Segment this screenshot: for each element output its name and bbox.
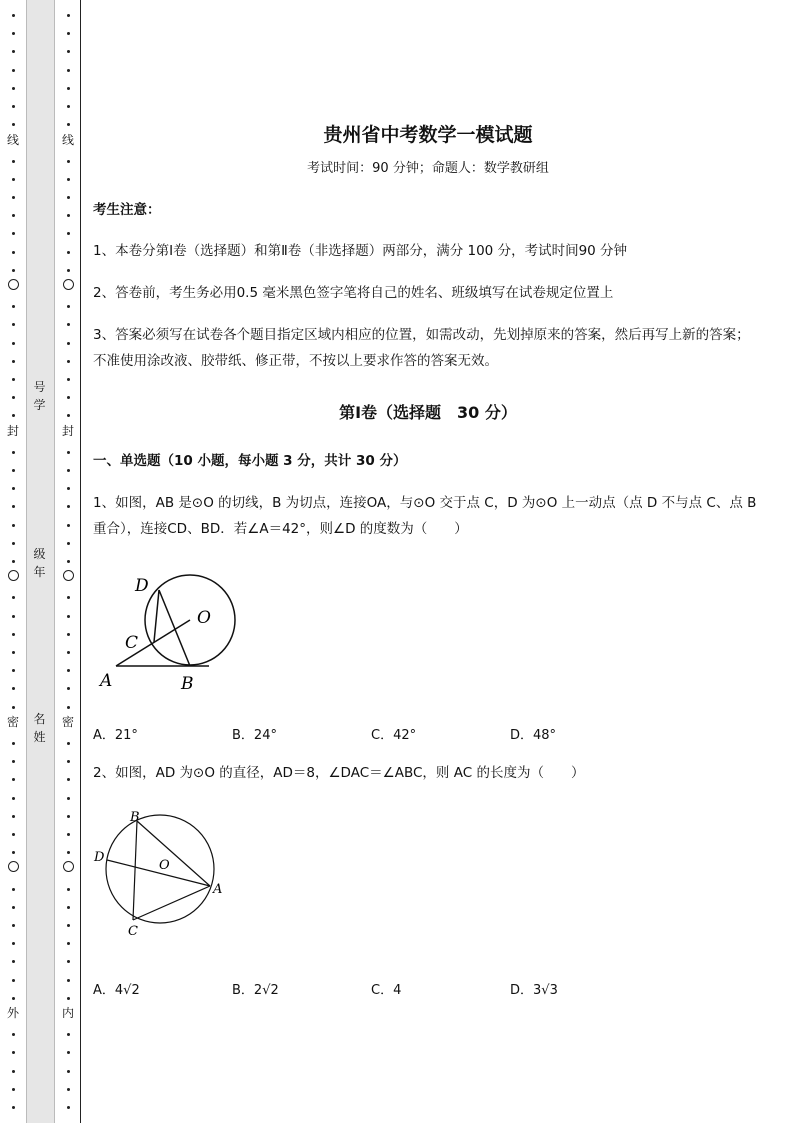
- binding-dot: [67, 706, 70, 709]
- binding-dot: [67, 960, 70, 963]
- binding-dot: [67, 105, 70, 108]
- binding-dot: [12, 815, 15, 818]
- binding-dot: [67, 269, 70, 272]
- question-1-text: 1、如图，AB 是⊙O 的切线，B 为切点，连接OA，与⊙O 交于点 C，D 为⊙O 上一动点（点 D 不与点 C、点 B 重合），连接CD、BD．若∠A＝42°，则∠D 的度数为（ ）: [93, 495, 757, 537]
- binding-rail-inner: [55, 0, 81, 1123]
- binding-dot: [12, 342, 15, 345]
- binding-dot: [67, 1051, 70, 1054]
- binding-dot: [12, 123, 15, 126]
- label-A: A: [213, 882, 223, 897]
- outer-marker-outside: 外: [3, 1006, 23, 1020]
- binding-dot: [12, 469, 15, 472]
- binding-dot: [67, 87, 70, 90]
- binding-dot: [67, 1088, 70, 1091]
- binding-dot: [12, 269, 15, 272]
- binding-dot: [12, 542, 15, 545]
- binding-dot: [67, 69, 70, 72]
- binding-dot: [12, 87, 15, 90]
- binding-dot: [67, 742, 70, 745]
- outer-marker-seal: 封: [3, 424, 23, 438]
- binding-dot: [67, 1070, 70, 1073]
- binding-dot: [67, 778, 70, 781]
- field-student-id-1: 号: [33, 380, 46, 394]
- binding-dot: [67, 123, 70, 126]
- binding-dot: [12, 997, 15, 1000]
- q1-option-b[interactable]: B．24°: [232, 728, 277, 743]
- binding-dot: [12, 160, 15, 163]
- notice-item-3: 3、答案必须写在试卷各个题目指定区域内相应的位置，如需改动，先划掉原来的答案，然后再写上新的答案；不准使用涂改液、胶带纸、修正带，不按以上要求作答的答案无效。: [93, 327, 750, 369]
- binding-dot: [12, 50, 15, 53]
- binding-dot: [12, 451, 15, 454]
- label-O: O: [197, 608, 211, 628]
- binding-dot: [12, 851, 15, 854]
- binding-dot: [12, 378, 15, 381]
- binding-dot: [67, 360, 70, 363]
- binding-dot: [67, 906, 70, 909]
- binding-dot: [67, 251, 70, 254]
- binding-dot: [12, 942, 15, 945]
- binding-dot: [67, 342, 70, 345]
- binding-dot: [67, 323, 70, 326]
- binding-dot: [67, 305, 70, 308]
- binding-dot: [67, 687, 70, 690]
- binding-dot: [67, 378, 70, 381]
- binding-dot: [67, 851, 70, 854]
- binding-dot: [67, 760, 70, 763]
- outer-hole-2: [8, 570, 19, 581]
- binding-dot: [12, 1051, 15, 1054]
- binding-dot: [67, 924, 70, 927]
- binding-dot: [67, 487, 70, 490]
- binding-dot: [12, 524, 15, 527]
- binding-dot: [12, 396, 15, 399]
- label-O: O: [159, 858, 170, 873]
- binding-dot: [12, 924, 15, 927]
- notice-item-1: 1、本卷分第Ⅰ卷（选择题）和第Ⅱ卷（非选择题）两部分，满分 100 分，考试时间90 分钟: [93, 243, 628, 259]
- inner-hole-3: [63, 861, 74, 872]
- field-grade-2: 年: [33, 565, 46, 579]
- binding-dot: [12, 633, 15, 636]
- binding-dot: [67, 396, 70, 399]
- inner-marker-inside: 内: [58, 1006, 78, 1020]
- binding-dot: [12, 615, 15, 618]
- outer-hole-1: [8, 279, 19, 290]
- binding-dot: [12, 1088, 15, 1091]
- question-2-options: [93, 979, 693, 998]
- binding-dot: [67, 997, 70, 1000]
- outer-marker-line: 线: [3, 133, 23, 147]
- inner-hole-1: [63, 279, 74, 290]
- exam-meta: 考试时间：90 分钟；命题人：数学教研组: [307, 161, 549, 176]
- notice-item-2: 2、答卷前，考生务必用0.5 毫米黑色签字笔将自己的姓名、班级填写在试卷规定位置上: [93, 285, 614, 301]
- question-2-text: 2、如图，AD 为⊙O 的直径，AD＝8，∠DAC＝∠ABC，则 AC 的长度为（ ）: [93, 765, 585, 781]
- binding-dot: [67, 524, 70, 527]
- binding-dot: [67, 669, 70, 672]
- q1-option-d[interactable]: D．48°: [510, 728, 557, 743]
- binding-dot: [12, 414, 15, 417]
- binding-dot: [67, 1033, 70, 1036]
- binding-dot: [12, 505, 15, 508]
- binding-dot: [12, 487, 15, 490]
- binding-dot: [12, 760, 15, 763]
- binding-dot: [12, 69, 15, 72]
- inner-hole-2: [63, 570, 74, 581]
- binding-dot: [67, 505, 70, 508]
- page-title: 贵州省中考数学一模试题: [323, 124, 533, 146]
- binding-dot: [67, 414, 70, 417]
- binding-dot: [12, 251, 15, 254]
- binding-dot: [67, 196, 70, 199]
- binding-dot: [12, 596, 15, 599]
- inner-marker-line: 线: [58, 133, 78, 147]
- field-student-id-2: 学: [33, 398, 46, 412]
- field-grade-1: 级: [33, 547, 46, 561]
- binding-dot: [67, 615, 70, 618]
- label-C: C: [128, 924, 138, 938]
- binding-dot: [67, 979, 70, 982]
- binding-dot: [67, 633, 70, 636]
- binding-dot: [67, 833, 70, 836]
- binding-dot: [67, 651, 70, 654]
- outer-hole-3: [8, 861, 19, 872]
- section-heading: 一、单选题（10 小题，每小题 3 分，共计 30 分）: [93, 453, 407, 469]
- question-1-figure: [93, 570, 253, 695]
- binding-dot: [12, 906, 15, 909]
- binding-dot: [67, 214, 70, 217]
- binding-dot: [12, 687, 15, 690]
- field-name-1: 名: [33, 712, 46, 726]
- binding-dot: [67, 160, 70, 163]
- binding-dot: [12, 560, 15, 563]
- section-title: 第Ⅰ卷（选择题 30 分）: [339, 403, 517, 422]
- outer-marker-secret: 密: [3, 715, 23, 729]
- binding-rail-outer: [0, 0, 26, 1123]
- binding-dot: [67, 888, 70, 891]
- binding-dot: [67, 32, 70, 35]
- binding-dot: [12, 105, 15, 108]
- dotted-line-outer: [0, 0, 26, 1123]
- binding-dot: [67, 542, 70, 545]
- binding-dot: [12, 651, 15, 654]
- binding-dot: [12, 1106, 15, 1109]
- binding-dot: [12, 32, 15, 35]
- q2-option-a[interactable]: A．4√2: [93, 983, 140, 998]
- binding-dot: [12, 1070, 15, 1073]
- binding-dot: [67, 14, 70, 17]
- question-1-options: [93, 724, 693, 743]
- notice-heading: 考生注意：: [93, 202, 161, 218]
- binding-dot: [67, 178, 70, 181]
- binding-dot: [67, 596, 70, 599]
- margin-line: [80, 0, 81, 1123]
- binding-dot: [12, 1033, 15, 1036]
- inner-marker-secret: 密: [58, 715, 78, 729]
- binding-dot: [67, 1106, 70, 1109]
- binding-dot: [12, 305, 15, 308]
- binding-dot: [12, 214, 15, 217]
- binding-dot: [67, 560, 70, 563]
- binding-dot: [67, 232, 70, 235]
- binding-dot: [12, 232, 15, 235]
- label-B: B: [130, 810, 140, 825]
- binding-dot: [12, 960, 15, 963]
- binding-dot: [67, 797, 70, 800]
- inner-marker-seal: 封: [58, 424, 78, 438]
- binding-dot: [12, 888, 15, 891]
- field-name-2: 姓: [33, 730, 46, 744]
- q2-option-c[interactable]: C．4: [371, 983, 402, 998]
- label-C: C: [125, 633, 139, 653]
- q2-option-b[interactable]: B．2√2: [232, 983, 279, 998]
- binding-dot: [67, 469, 70, 472]
- dotted-line-inner: [55, 0, 81, 1123]
- binding-dot: [67, 815, 70, 818]
- question-2-figure: [93, 808, 233, 938]
- binding-dot: [12, 706, 15, 709]
- binding-dot: [12, 742, 15, 745]
- binding-dot: [12, 178, 15, 181]
- binding-dot: [12, 778, 15, 781]
- label-D: D: [94, 850, 105, 865]
- binding-dot: [12, 323, 15, 326]
- binding-dot: [12, 14, 15, 17]
- binding-dot: [12, 669, 15, 672]
- label-D: D: [135, 576, 149, 596]
- binding-dot: [67, 50, 70, 53]
- q1-option-c[interactable]: C．42°: [371, 728, 417, 743]
- binding-dot: [12, 797, 15, 800]
- q2-option-d[interactable]: D．3√3: [510, 983, 558, 998]
- binding-dot: [12, 979, 15, 982]
- binding-dot: [67, 451, 70, 454]
- binding-dot: [12, 833, 15, 836]
- binding-dot: [12, 360, 15, 363]
- label-B: B: [181, 674, 194, 694]
- binding-dot: [12, 196, 15, 199]
- label-A: A: [100, 671, 113, 691]
- binding-dot: [67, 942, 70, 945]
- q1-option-a[interactable]: A．21°: [93, 728, 138, 743]
